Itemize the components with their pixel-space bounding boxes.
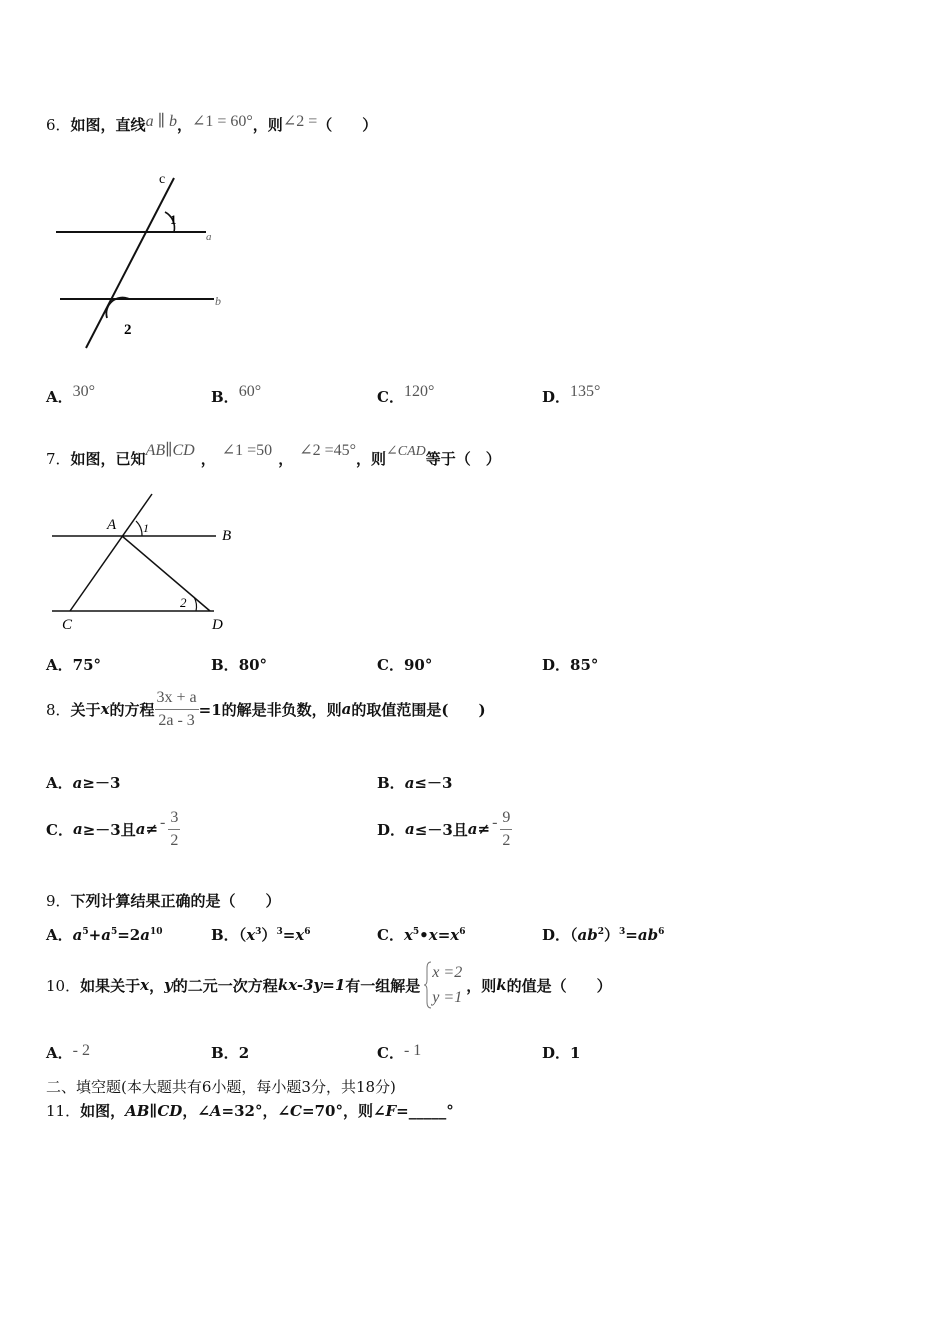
q7-label-C: C [62, 617, 73, 633]
operator: + [88, 926, 102, 944]
q10-equation: kx-3y=1 [277, 976, 346, 994]
option-letter: C． [377, 1044, 404, 1062]
q7-text-b: ，则 [356, 450, 387, 468]
option-value: - 2 [72, 1042, 90, 1059]
option-var: a [72, 774, 83, 792]
not-equal-sign: ≠ [477, 820, 491, 838]
q8-number: 8． [46, 700, 71, 719]
option-letter: B． [211, 1044, 239, 1062]
q9-text: 下列计算结果正确的是（ ） [70, 892, 281, 910]
q8-fraction [155, 689, 199, 730]
option-value: ≤－3且 [414, 820, 468, 839]
q6-label-b: b [215, 294, 221, 308]
q7-arc-1 [136, 521, 142, 536]
q7-math-angle2: ∠2 =45° [299, 442, 357, 459]
q10-text-a: 如果关于 [80, 976, 141, 995]
exponent: 6 [304, 927, 311, 937]
q7-text-c: 等于（ ） [425, 450, 501, 468]
q7-option-b[interactable] [211, 654, 267, 675]
q7-option-a[interactable] [46, 654, 101, 675]
operator: =2 [117, 926, 141, 944]
option-letter: D． [542, 1044, 571, 1062]
paren: ） [261, 926, 277, 944]
q10-number: 10． [46, 976, 81, 995]
q6-label-c: c [159, 172, 166, 187]
q6-label-1: 1 [170, 212, 177, 227]
q7-label-2: 2 [180, 595, 187, 610]
q7-sep1: ， [200, 450, 216, 468]
question-8-stem [46, 686, 486, 732]
option-value: ≤－3 [414, 774, 453, 792]
q8-text-c: =1的解是非负数，则 [198, 700, 342, 719]
term: x [428, 926, 438, 944]
option-letter: A． [46, 774, 73, 792]
question-11-stem [46, 1100, 454, 1121]
option-letter: B． [377, 774, 405, 792]
frac-den: 2 [170, 831, 179, 849]
option-letter: C． [377, 388, 404, 406]
q6-text-b: ，则 [252, 116, 283, 134]
q10-sys-row2: y =1 [432, 989, 463, 1006]
q10-var-x: x [140, 976, 150, 994]
q11-text-s4: =_____° [396, 1102, 454, 1120]
option-letter: D． [377, 820, 406, 839]
term: a [140, 926, 150, 944]
paren: ） [604, 926, 620, 944]
q10-option-c[interactable] [377, 1042, 421, 1063]
q8-option-d[interactable] [377, 806, 512, 852]
q10-sys-row1: x =2 [432, 964, 463, 981]
term: x [246, 926, 256, 944]
option-letter: A． [46, 656, 73, 674]
option-letter: A． [46, 1044, 73, 1062]
q7-math-parallel: AB∥CD [145, 442, 195, 459]
q7-sep2: ， [278, 450, 294, 468]
q7-figure [44, 490, 244, 635]
option-value: 60° [238, 383, 262, 400]
q8-text-a: 关于 [70, 700, 101, 719]
q9-option-b[interactable] [211, 924, 311, 945]
q6-text-a: 如图，直线 [70, 116, 146, 134]
q6-math-angle1: ∠1 = 60° [191, 113, 253, 130]
term: x [403, 926, 413, 944]
exponent: 3 [255, 927, 262, 937]
option-letter: D． [542, 388, 571, 406]
term: a [101, 926, 111, 944]
q8-option-c[interactable] [46, 806, 180, 852]
q7-label-A: A [107, 517, 117, 533]
q6-option-d[interactable] [542, 383, 601, 407]
q8-option-c-fraction [168, 809, 180, 850]
frac-num: 9 [500, 809, 512, 830]
q10-text-c: 有一组解是 [345, 976, 421, 995]
q11-text-s2: =32°，∠ [221, 1102, 291, 1120]
option-value: ≥－3 [82, 774, 121, 792]
option-value: 90° [403, 656, 433, 674]
option-value: 30° [72, 383, 96, 400]
operator: • [419, 926, 429, 944]
q10-system [424, 960, 462, 1010]
q6-option-a[interactable] [46, 383, 96, 407]
term: ab [577, 926, 598, 944]
question-7-stem [46, 442, 501, 469]
option-letter: A． [46, 388, 73, 406]
exponent: 5 [110, 927, 118, 937]
q8-option-a[interactable] [46, 772, 120, 793]
q10-text-e: 的值是（ ） [506, 976, 612, 995]
option-var: a [404, 774, 415, 792]
q10-system-rows [432, 960, 462, 1010]
operator: = [282, 926, 296, 944]
q6-text-c: （ ） [317, 116, 378, 134]
q11-text-s3: =70°，则∠ [302, 1102, 386, 1120]
q8-var-a: a [341, 700, 352, 718]
exponent: 10 [149, 927, 163, 937]
option-letter: C． [46, 820, 73, 839]
q8-option-b[interactable] [377, 772, 452, 793]
q11-parallel: AB∥CD [125, 1102, 183, 1120]
operator: = [625, 926, 638, 944]
exponent: 3 [619, 927, 626, 937]
option-value: 80° [238, 656, 268, 674]
q9-option-a[interactable] [46, 924, 163, 945]
exponent: 2 [597, 927, 605, 937]
option-value: 1 [570, 1044, 581, 1062]
exponent: 6 [658, 927, 665, 937]
q10-text-b: 的二元一次方程 [172, 976, 278, 995]
option-var: a [467, 820, 478, 838]
minus-sign: - [492, 814, 498, 831]
q8-text-b: 的方程 [109, 700, 155, 719]
q7-label-1: 1 [143, 521, 149, 535]
operator: = [437, 926, 451, 944]
term: a [72, 926, 83, 944]
option-letter: C． [377, 926, 404, 944]
option-letter: A． [46, 926, 73, 944]
section-2-heading: 二、填空题(本大题共有6小题，每小题3分，共18分) [46, 1078, 396, 1096]
q11-text-s1: ，∠ [182, 1102, 210, 1120]
term: x [295, 926, 305, 944]
q8-text-d: 的取值范围是( ) [351, 700, 486, 719]
q10-option-a[interactable] [46, 1042, 90, 1063]
term: x [450, 926, 460, 944]
q7-line-ad [122, 536, 210, 611]
q10-var-k: k [496, 976, 507, 994]
q8-option-d-fraction [500, 809, 512, 850]
frac-den: 2 [502, 831, 511, 849]
option-value: 85° [570, 656, 599, 674]
option-var: a [72, 820, 83, 838]
question-10-stem [46, 958, 612, 1012]
q6-label-2: 2 [124, 322, 132, 338]
frac-num: 3 [168, 809, 180, 830]
question-6-stem [46, 114, 377, 135]
q9-option-d[interactable] [542, 924, 664, 945]
exponent: 3 [276, 927, 283, 937]
q8-var-x: x [100, 700, 110, 718]
q10-option-b[interactable] [211, 1042, 249, 1063]
option-value: 135° [570, 383, 601, 400]
q11-text-a: 如图， [80, 1102, 126, 1120]
q6-option-b[interactable] [211, 383, 262, 407]
paren: （ [238, 926, 247, 944]
option-value: 75° [72, 656, 102, 674]
term: ab [637, 926, 659, 944]
q7-text-a: 如图，已知 [70, 450, 146, 468]
q6-math-angle2: ∠2 = [282, 113, 318, 130]
option-letter: C． [377, 656, 404, 674]
q10-sep: ， [149, 976, 165, 995]
exponent: 6 [459, 927, 466, 937]
option-var: a [135, 820, 146, 838]
q11-var-A: A [209, 1102, 222, 1120]
q10-var-y: y [164, 976, 173, 994]
q6-sep: ， [176, 116, 192, 134]
q7-math-cad: ∠CAD [386, 444, 426, 459]
exponent: 5 [412, 927, 420, 937]
q7-math-angle1: ∠1 =50 [221, 442, 273, 459]
q8-frac-num: 3x + a [155, 689, 199, 710]
q7-label-B: B [222, 528, 232, 544]
minus-sign: - [160, 814, 166, 831]
option-value: - 1 [403, 1042, 422, 1059]
q6-label-a: a [206, 231, 212, 243]
option-letter: D． [542, 656, 571, 674]
option-value: 120° [403, 383, 435, 400]
exponent: 5 [82, 927, 89, 937]
option-letter: D． [542, 926, 571, 944]
option-value: 2 [238, 1044, 250, 1062]
q7-line-ac [70, 494, 152, 611]
q9-option-c[interactable] [377, 924, 466, 945]
q10-option-d[interactable] [542, 1042, 580, 1063]
option-letter: B． [211, 926, 239, 944]
q7-option-c[interactable] [377, 654, 432, 675]
q11-var-C: C [290, 1102, 302, 1120]
q6-figure [44, 168, 234, 358]
question-9-stem [46, 890, 281, 911]
q6-number: 6． [46, 116, 71, 134]
q6-option-c[interactable] [377, 383, 435, 407]
q10-text-d: ，则 [466, 976, 497, 995]
q11-number: 11． [46, 1102, 81, 1120]
q9-number: 9． [46, 892, 71, 910]
not-equal-sign: ≠ [145, 820, 159, 838]
q8-frac-den: 2a - 3 [158, 711, 195, 729]
q7-label-D: D [212, 617, 223, 633]
paren: （ [570, 926, 578, 944]
option-letter: B． [211, 656, 239, 674]
q7-option-d[interactable] [542, 654, 598, 675]
q6-math-parallel: a ∥ b [145, 113, 177, 130]
q11-var-F: F [385, 1102, 397, 1120]
q7-number: 7． [46, 450, 71, 468]
option-letter: B． [211, 388, 239, 406]
option-value: ≥－3且 [82, 820, 136, 839]
option-var: a [405, 820, 415, 838]
